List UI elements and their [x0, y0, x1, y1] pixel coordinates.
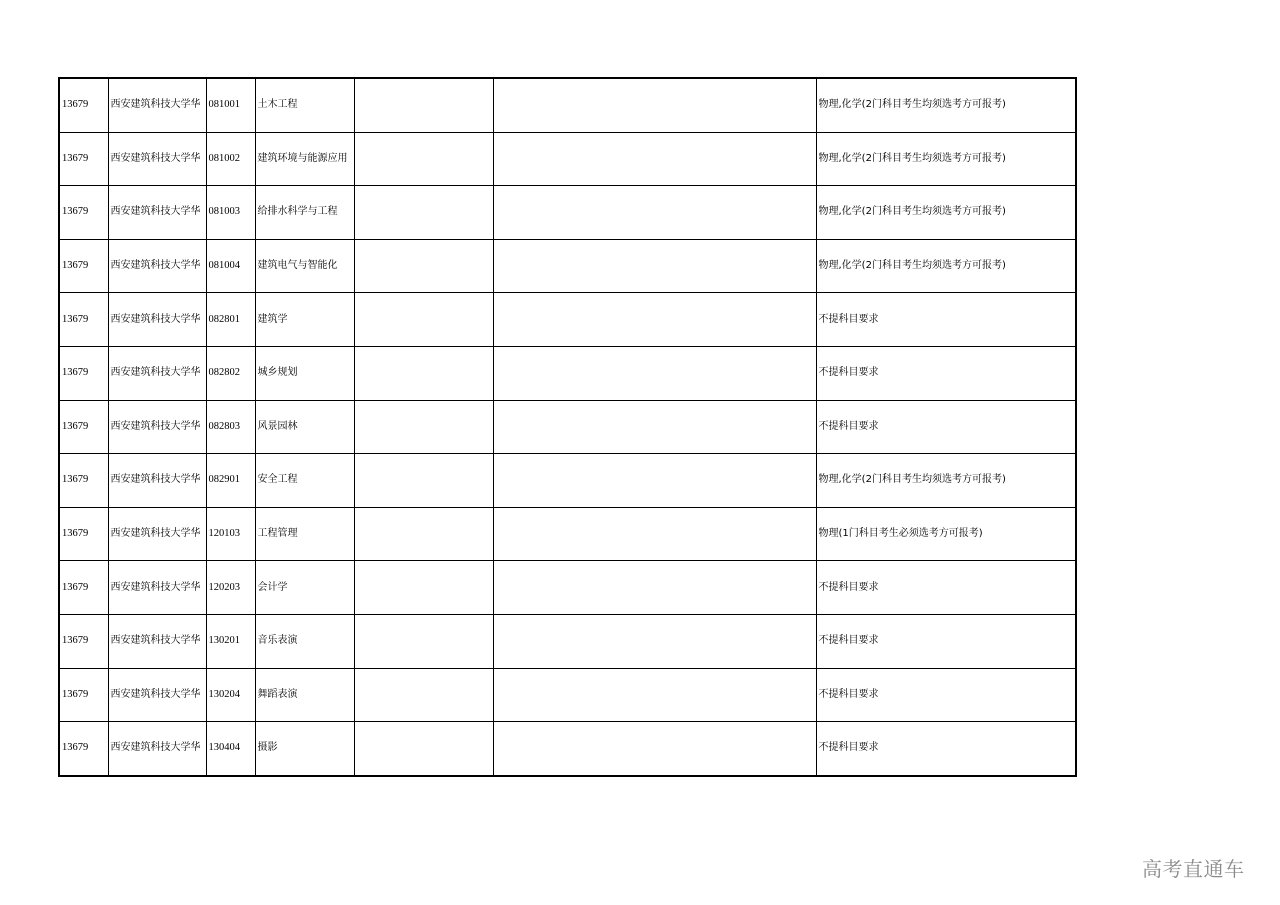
cell-empty	[354, 454, 493, 508]
cell-school-name: 西安建筑科技大学华	[108, 722, 206, 776]
cell-major-name: 工程管理	[255, 507, 354, 561]
cell-major-name: 城乡规划	[255, 346, 354, 400]
cell-empty	[354, 561, 493, 615]
cell-empty	[493, 454, 816, 508]
table-row	[59, 722, 1076, 776]
cell-empty	[354, 722, 493, 776]
cell-school-code: 13679	[59, 239, 108, 293]
table-row	[59, 239, 1076, 293]
cell-subject-requirement: 不提科目要求	[816, 400, 1076, 454]
cell-school-code: 13679	[59, 293, 108, 347]
cell-major-name: 风景园林	[255, 400, 354, 454]
cell-empty	[493, 78, 816, 132]
cell-major-name: 建筑电气与智能化	[255, 239, 354, 293]
cell-subject-requirement: 不提科目要求	[816, 668, 1076, 722]
cell-subject-requirement: 不提科目要求	[816, 293, 1076, 347]
cell-school-name: 西安建筑科技大学华	[108, 132, 206, 186]
cell-subject-requirement: 物理,化学(2门科目考生均须选考方可报考)	[816, 78, 1076, 132]
cell-school-code: 13679	[59, 561, 108, 615]
cell-school-name: 西安建筑科技大学华	[108, 293, 206, 347]
table-row	[59, 132, 1076, 186]
cell-major-code: 081004	[206, 239, 255, 293]
cell-school-code: 13679	[59, 454, 108, 508]
cell-subject-requirement: 不提科目要求	[816, 614, 1076, 668]
cell-school-name: 西安建筑科技大学华	[108, 78, 206, 132]
cell-major-code: 082901	[206, 454, 255, 508]
cell-major-name: 给排水科学与工程	[255, 186, 354, 240]
cell-subject-requirement: 不提科目要求	[816, 346, 1076, 400]
cell-empty	[493, 561, 816, 615]
table-row	[59, 400, 1076, 454]
cell-subject-requirement: 物理(1门科目考生必须选考方可报考)	[816, 507, 1076, 561]
cell-major-code: 130404	[206, 722, 255, 776]
table-row	[59, 561, 1076, 615]
cell-major-code: 082802	[206, 346, 255, 400]
cell-major-name: 舞蹈表演	[255, 668, 354, 722]
table-row	[59, 507, 1076, 561]
cell-major-code: 082803	[206, 400, 255, 454]
cell-school-name: 西安建筑科技大学华	[108, 454, 206, 508]
cell-school-code: 13679	[59, 346, 108, 400]
cell-empty	[354, 132, 493, 186]
cell-school-code: 13679	[59, 400, 108, 454]
cell-school-code: 13679	[59, 132, 108, 186]
watermark-logo-text: 高考直通车	[1142, 857, 1245, 881]
cell-major-name: 摄影	[255, 722, 354, 776]
cell-major-name: 会计学	[255, 561, 354, 615]
cell-school-code: 13679	[59, 668, 108, 722]
cell-school-name: 西安建筑科技大学华	[108, 668, 206, 722]
cell-school-name: 西安建筑科技大学华	[108, 507, 206, 561]
cell-empty	[493, 507, 816, 561]
cell-empty	[493, 239, 816, 293]
cell-empty	[493, 346, 816, 400]
table-row	[59, 614, 1076, 668]
cell-major-code: 130201	[206, 614, 255, 668]
table-row	[59, 668, 1076, 722]
cell-empty	[354, 400, 493, 454]
cell-major-name: 土木工程	[255, 78, 354, 132]
cell-empty	[354, 346, 493, 400]
cell-empty	[493, 668, 816, 722]
cell-subject-requirement: 不提科目要求	[816, 722, 1076, 776]
table-row	[59, 293, 1076, 347]
cell-school-name: 西安建筑科技大学华	[108, 614, 206, 668]
cell-school-code: 13679	[59, 507, 108, 561]
cell-empty	[493, 186, 816, 240]
table-row	[59, 186, 1076, 240]
cell-major-code: 081002	[206, 132, 255, 186]
cell-empty	[354, 293, 493, 347]
cell-major-code: 120203	[206, 561, 255, 615]
cell-empty	[493, 722, 816, 776]
table-row	[59, 346, 1076, 400]
subject-requirements-table	[58, 77, 1077, 777]
cell-empty	[354, 507, 493, 561]
cell-subject-requirement: 物理,化学(2门科目考生均须选考方可报考)	[816, 239, 1076, 293]
cell-major-code: 081001	[206, 78, 255, 132]
cell-empty	[354, 186, 493, 240]
cell-school-name: 西安建筑科技大学华	[108, 346, 206, 400]
cell-empty	[493, 614, 816, 668]
cell-major-name: 安全工程	[255, 454, 354, 508]
cell-school-name: 西安建筑科技大学华	[108, 186, 206, 240]
cell-major-code: 130204	[206, 668, 255, 722]
cell-major-name: 音乐表演	[255, 614, 354, 668]
cell-empty	[493, 293, 816, 347]
cell-major-name: 建筑环境与能源应用	[255, 132, 354, 186]
cell-school-code: 13679	[59, 614, 108, 668]
cell-empty	[354, 78, 493, 132]
cell-empty	[493, 132, 816, 186]
cell-school-code: 13679	[59, 78, 108, 132]
cell-subject-requirement: 不提科目要求	[816, 561, 1076, 615]
spreadsheet-page	[58, 77, 1075, 777]
cell-major-code: 081003	[206, 186, 255, 240]
cell-subject-requirement: 物理,化学(2门科目考生均须选考方可报考)	[816, 454, 1076, 508]
cell-subject-requirement: 物理,化学(2门科目考生均须选考方可报考)	[816, 186, 1076, 240]
cell-empty	[493, 400, 816, 454]
table-row	[59, 454, 1076, 508]
cell-major-code: 082801	[206, 293, 255, 347]
cell-major-name: 建筑学	[255, 293, 354, 347]
cell-empty	[354, 668, 493, 722]
cell-subject-requirement: 物理,化学(2门科目考生均须选考方可报考)	[816, 132, 1076, 186]
table-row	[59, 78, 1076, 132]
table-body	[59, 78, 1076, 776]
cell-school-name: 西安建筑科技大学华	[108, 561, 206, 615]
cell-major-code: 120103	[206, 507, 255, 561]
cell-empty	[354, 614, 493, 668]
cell-school-name: 西安建筑科技大学华	[108, 239, 206, 293]
cell-empty	[354, 239, 493, 293]
cell-school-code: 13679	[59, 186, 108, 240]
cell-school-name: 西安建筑科技大学华	[108, 400, 206, 454]
cell-school-code: 13679	[59, 722, 108, 776]
